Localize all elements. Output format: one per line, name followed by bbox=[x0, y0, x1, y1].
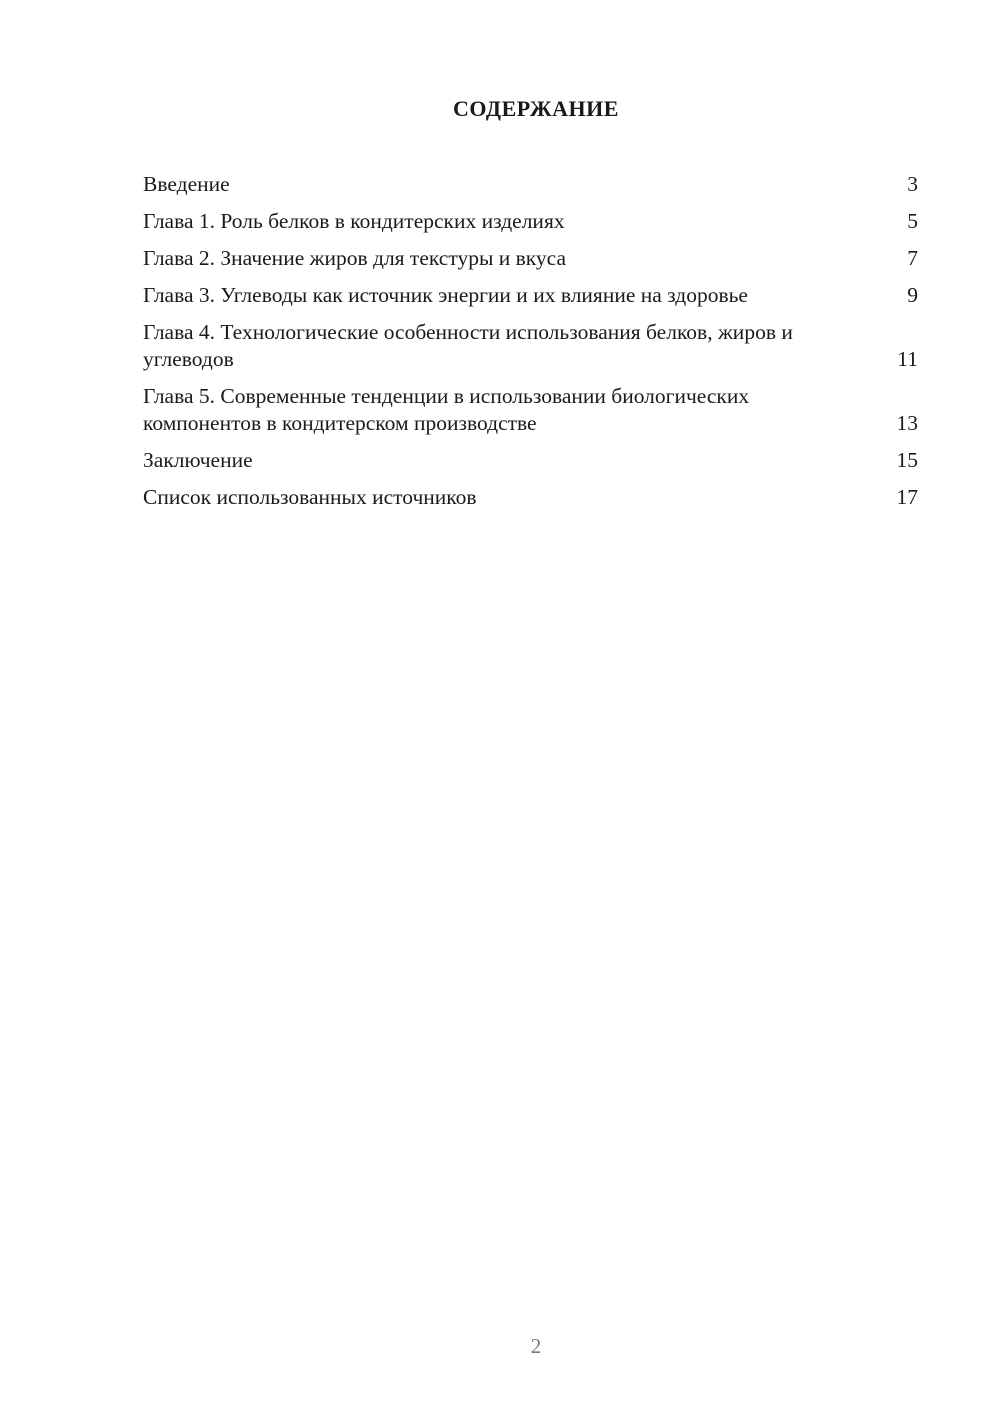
toc-entry-text: Глава 2. Значение жиров для текстуры и вкуса bbox=[143, 246, 567, 270]
page-number: 2 bbox=[530, 1334, 542, 1358]
toc-entry-text: Список использованных источников bbox=[143, 485, 477, 509]
toc-entry-references bbox=[143, 484, 918, 511]
toc-entry-chapter-1 bbox=[143, 208, 918, 235]
toc-entry-page: 9 bbox=[907, 283, 918, 307]
toc-entry-text: Глава 4. Технологические особенности использования белков, жиров и углеводов bbox=[143, 320, 793, 371]
toc-entry-conclusion bbox=[143, 447, 918, 474]
toc-entry-page: 13 bbox=[896, 411, 918, 435]
toc-entry-chapter-2 bbox=[143, 245, 918, 272]
toc-entry-text: Глава 5. Современные тенденции в использовании биологических компонентов в кондитерском производстве bbox=[143, 384, 750, 435]
toc-entry-introduction bbox=[143, 171, 918, 198]
toc-entry-chapter-4 bbox=[143, 319, 918, 373]
toc-entry-chapter-5 bbox=[143, 383, 918, 437]
toc-entry-page: 3 bbox=[907, 172, 918, 196]
toc-entry-page: 15 bbox=[896, 448, 918, 472]
toc-entry-page: 11 bbox=[897, 347, 918, 371]
toc-entry-text: Введение bbox=[143, 172, 230, 196]
toc-entry-page: 17 bbox=[896, 485, 918, 509]
toc-entry-text: Глава 1. Роль белков в кондитерских изделиях bbox=[143, 209, 565, 233]
toc-entry-text: Глава 3. Углеводы как источник энергии и их влияние на здоровье bbox=[143, 283, 748, 307]
table-of-contents bbox=[143, 171, 918, 521]
toc-entry-text: Заключение bbox=[143, 448, 253, 472]
toc-title: СОДЕРЖАНИЕ bbox=[453, 96, 619, 121]
toc-entry-chapter-3 bbox=[143, 282, 918, 309]
toc-entry-page: 5 bbox=[907, 209, 918, 233]
toc-entry-page: 7 bbox=[907, 246, 918, 270]
